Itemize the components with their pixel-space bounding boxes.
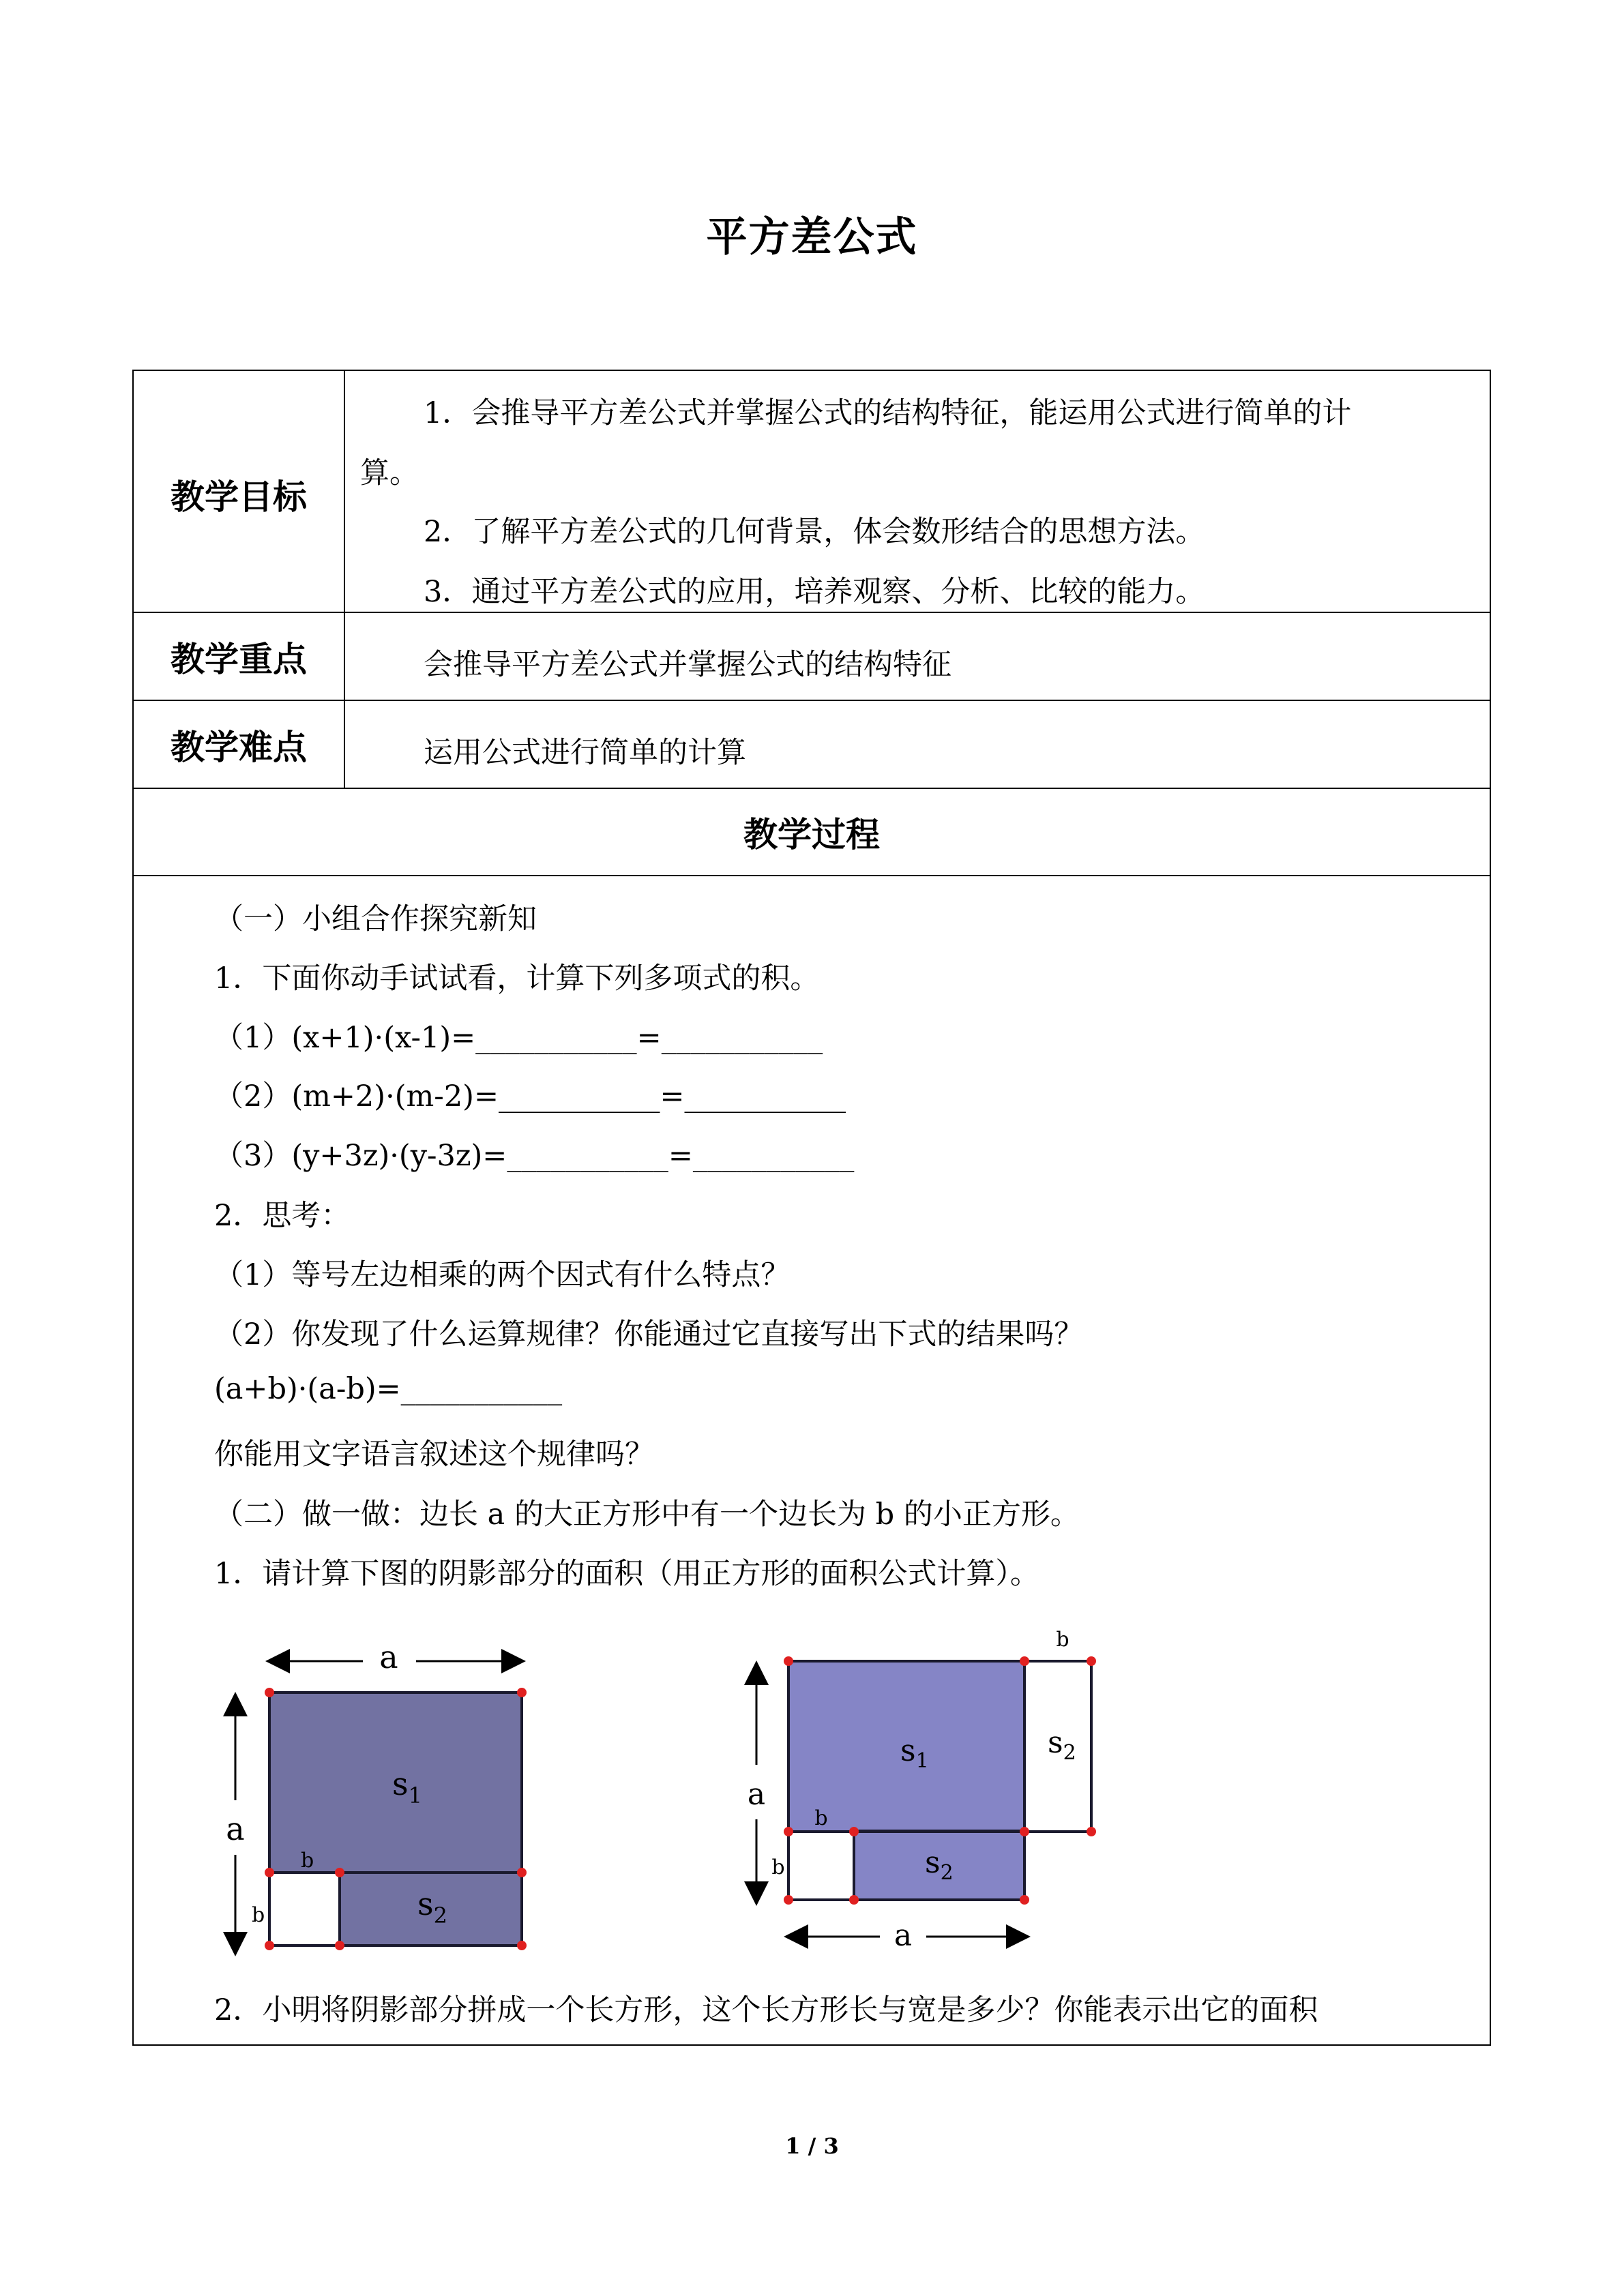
process-line: (a+b)·(a-b)=___________: [214, 1372, 563, 1406]
label-b-side: b: [252, 1903, 265, 1927]
goal-line: 1．会推导平方差公式并掌握公式的结构特征，能运用公式进行简单的计: [424, 396, 1352, 430]
goals-label: 教学目标: [171, 477, 307, 517]
process-line: （1）(x+1)·(x-1)=___________=___________: [214, 1021, 823, 1055]
process-line: （2）(m+2)·(m-2)=___________=___________: [214, 1079, 846, 1114]
goal-line: 算。: [360, 456, 419, 490]
process-line: 你能用文字语言叙述这个规律吗？: [214, 1437, 654, 1472]
label-b-mid: b: [814, 1806, 828, 1830]
key-point-text: 会推导平方差公式并掌握公式的结构特征: [424, 648, 951, 682]
label-b-top: b: [301, 1849, 314, 1873]
process-line: 1．下面你动手试试看，计算下列多项式的积。: [214, 961, 820, 996]
process-line: （二）做一做：边长 a 的大正方形中有一个边长为 b 的小正方形。: [214, 1497, 1080, 1532]
label-s2-right: $s_2$: [1048, 1725, 1076, 1765]
process-line: 2．小明将阴影部分拼成一个长方形，这个长方形长与宽是多少？你能表示出它的面积: [214, 1993, 1318, 2027]
process-line: （1）等号左边相乘的两个因式有什么特点？: [214, 1258, 791, 1292]
process-line: （一）小组合作探究新知: [214, 902, 537, 936]
difficult-point-text: 运用公式进行简单的计算: [424, 736, 746, 770]
process-title: 教学过程: [743, 815, 880, 854]
label-s1: $s_1$: [392, 1765, 422, 1808]
process-line: （3）(y+3z)·(y-3z)=___________=___________: [214, 1139, 855, 1173]
goal-line: 2．了解平方差公式的几何背景，体会数形结合的思想方法。: [424, 515, 1205, 549]
process-line: 2．思考：: [214, 1199, 351, 1233]
label-a-side: a: [747, 1777, 766, 1812]
page-number: 1 / 3: [785, 2133, 839, 2159]
small-square-b: [788, 1832, 854, 1900]
label-a-top: a: [379, 1639, 398, 1675]
page-title: 平方差公式: [706, 213, 918, 261]
label-a-bottom: a: [894, 1918, 913, 1953]
label-s2: $s_2$: [417, 1885, 447, 1928]
label-a-side: a: [226, 1810, 245, 1847]
goal-line: 3．通过平方差公式的应用，培养观察、分析、比较的能力。: [424, 575, 1205, 609]
label-b-side: b: [771, 1855, 785, 1879]
process-line: （2）你发现了什么运算规律？你能通过它直接写出下式的结果吗？: [214, 1317, 1084, 1352]
key-point-label: 教学重点: [171, 640, 307, 679]
process-line: 1．请计算下图的阴影部分的面积（用正方形的面积公式计算）。: [214, 1557, 1039, 1591]
label-b-top: b: [1056, 1628, 1069, 1652]
difficult-point-label: 教学难点: [171, 728, 307, 767]
label-s2-bottom: $s_2$: [925, 1845, 954, 1885]
label-s1: $s_1$: [900, 1733, 929, 1773]
